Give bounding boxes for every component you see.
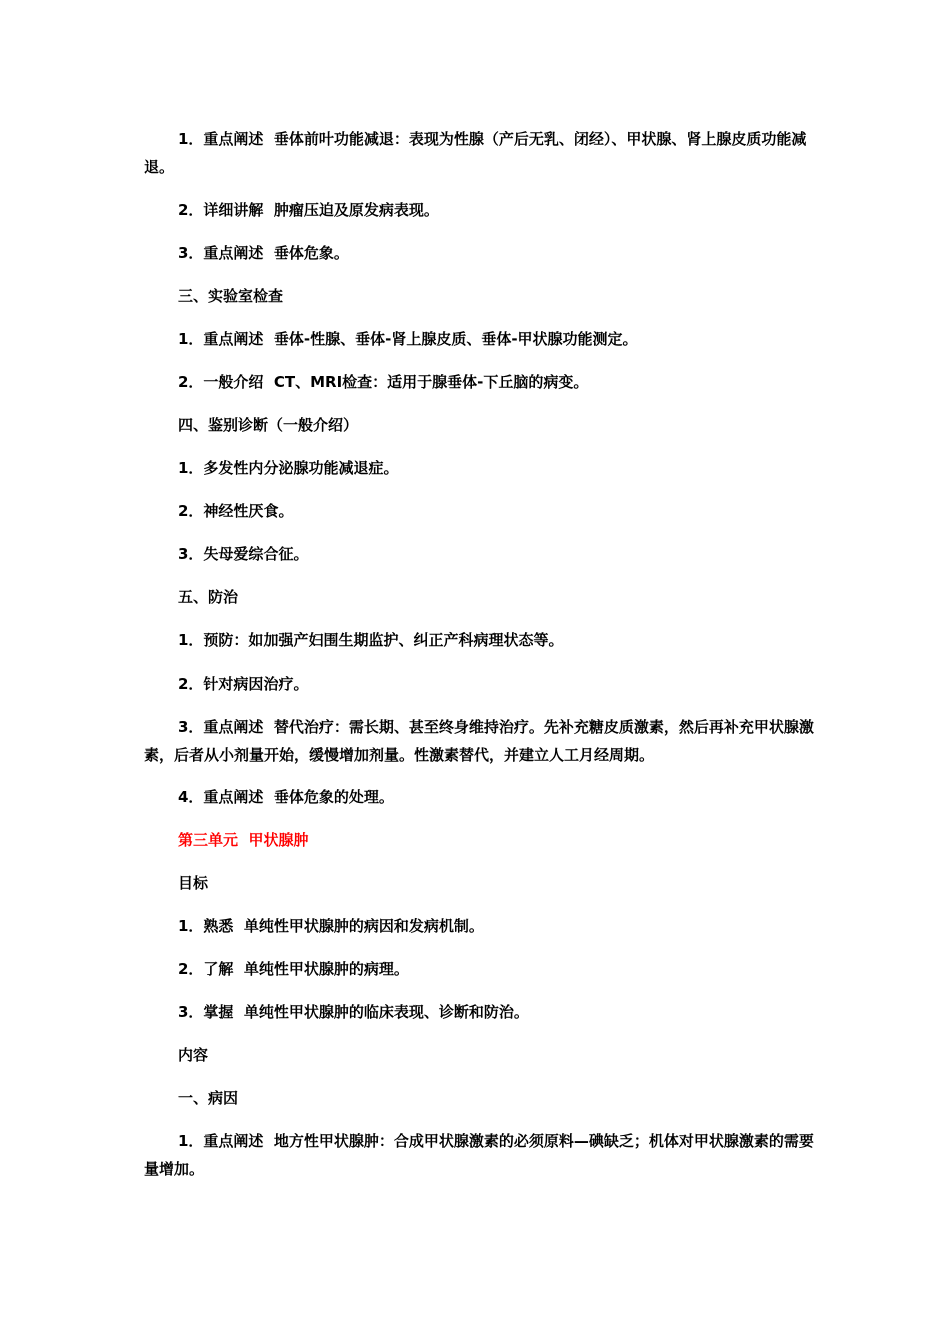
paragraph-tumor-compression: 2．详细讲解 肿瘤压迫及原发病表现。: [178, 201, 439, 219]
paragraph-ct-mri: 2．一般介绍 CT、MRI检查：适用于腺垂体-下丘脑的病变。: [178, 373, 589, 391]
paragraph-anorexia: 2．神经性厌食。: [178, 502, 294, 520]
paragraph-pituitary-crisis: 3．重点阐述 垂体危象。: [178, 244, 349, 262]
section-heading-content: 内容: [178, 1046, 209, 1064]
paragraph-function-tests: 1．重点阐述 垂体-性腺、垂体-肾上腺皮质、垂体-甲状腺功能测定。: [178, 330, 638, 348]
paragraph-prevention: 1．预防：如加强产妇围生期监护、纠正产科病理状态等。: [178, 631, 564, 649]
objective-master: 3．掌握 单纯性甲状腺肿的临床表现、诊断和防治。: [178, 1003, 529, 1021]
section-heading-prevention: 五、防治: [178, 588, 239, 606]
paragraph-hypopituitarism-symptoms: 1．重点阐述 垂体前叶功能减退：表现为性腺（产后无乳、闭经）、甲状腺、肾上腺皮质功能减退。: [144, 130, 807, 176]
section-heading-etiology: 一、病因: [178, 1089, 239, 1107]
objective-understand: 2．了解 单纯性甲状腺肿的病理。: [178, 960, 409, 978]
paragraph-replacement-therapy: 3．重点阐述 替代治疗：需长期、甚至终身维持治疗。先补充糖皮质激素，然后再补充甲状腺激素，后者从小剂量开始，缓慢增加剂量。性激素替代，并建立人工月经周期。: [144, 718, 814, 764]
section-heading-differential: 四、鉴别诊断（一般介绍）: [178, 416, 359, 434]
section-heading-lab-tests: 三、实验室检查: [178, 287, 284, 305]
paragraph-maternal-deprivation: 3．失母爱综合征。: [178, 545, 309, 563]
paragraph-polyglandular: 1．多发性内分泌腺功能减退症。: [178, 459, 399, 477]
paragraph-endemic-goiter: 1．重点阐述 地方性甲状腺肿：合成甲状腺激素的必须原料—碘缺乏；机体对甲状腺激素的需要量增加。: [144, 1132, 814, 1178]
objective-familiar: 1．熟悉 单纯性甲状腺肿的病因和发病机制。: [178, 917, 484, 935]
section-heading-objectives: 目标: [178, 874, 209, 892]
unit-heading-goiter: 第三单元 甲状腺肿: [178, 831, 309, 849]
paragraph-crisis-management: 4．重点阐述 垂体危象的处理。: [178, 788, 394, 806]
paragraph-cause-treatment: 2．针对病因治疗。: [178, 675, 309, 693]
